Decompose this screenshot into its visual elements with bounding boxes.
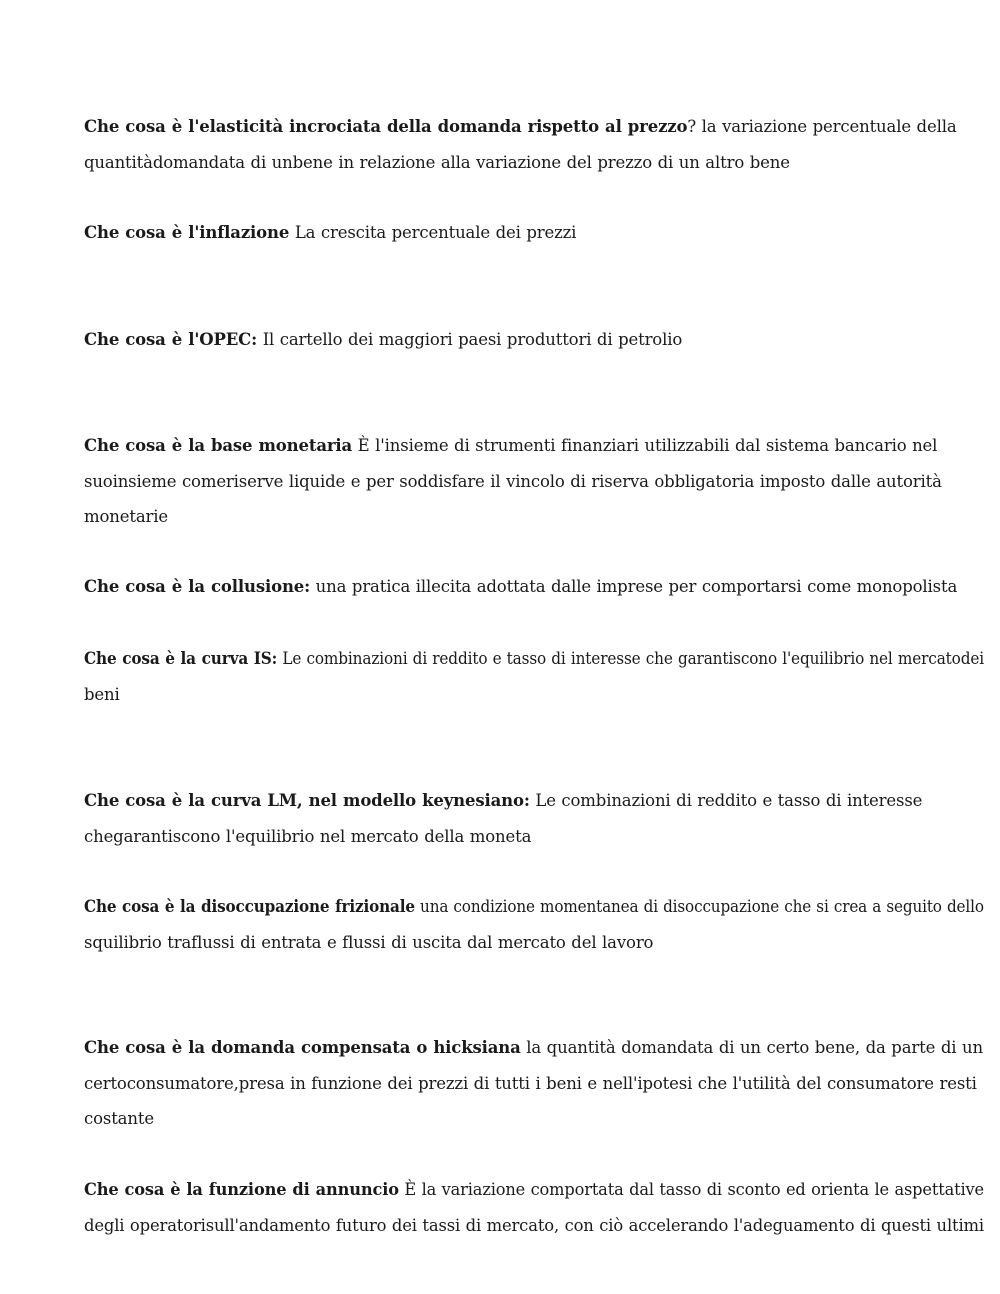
entry-answer-line: squilibrio traflussi di entrata e flussi di uscita dal mercato del lavoro <box>84 932 654 952</box>
entry-curva-is <box>84 641 985 712</box>
entry-collusione <box>84 569 968 605</box>
entry-line <box>84 1030 983 1066</box>
entry-question: Che cosa è l'elasticità incrociata della domanda rispetto al prezzo <box>84 117 688 136</box>
entry-answer: Il cartello dei maggiori paesi produttori di petrolio <box>257 330 683 349</box>
entry-line <box>84 641 985 677</box>
entry-base-monetaria <box>84 428 968 535</box>
entry-question: Che cosa è la collusione: <box>84 577 311 596</box>
entry-answer: la quantità domandata di un certo bene, da parte di un <box>520 1038 983 1057</box>
entry-line <box>84 569 968 605</box>
entry-question: Che cosa è l'OPEC: <box>84 330 258 349</box>
entry-answer: una pratica illecita adottata dalle imprese per comportarsi come monopolista <box>310 577 958 596</box>
entry-line <box>84 783 968 819</box>
entry-line <box>84 322 968 358</box>
entry-question: Che cosa è la base monetaria <box>84 436 353 455</box>
entry-domanda-compensata <box>84 1030 983 1137</box>
entry-question: Che cosa è la funzione di annuncio <box>84 1180 399 1199</box>
entry-curva-lm <box>84 783 968 854</box>
entry-elasticita-incrociata <box>84 109 968 180</box>
entry-line <box>84 1172 984 1208</box>
entry-answer: ? la variazione percentuale della <box>687 117 957 136</box>
entry-line <box>84 215 968 251</box>
entry-answer: È la variazione comportata dal tasso di sconto ed orienta le aspettative <box>398 1180 984 1199</box>
entry-question: Che cosa è la curva IS: <box>84 649 278 668</box>
entry-disoccupazione-frizionale <box>84 889 984 960</box>
entry-answer: La crescita percentuale dei prezzi <box>289 223 577 242</box>
entry-question: Che cosa è la domanda compensata o hicksiana <box>84 1038 521 1057</box>
entry-answer-line: monetarie <box>84 507 169 526</box>
entry-answer: Le combinazioni di reddito e tasso di interesse <box>529 791 923 810</box>
entry-inflazione <box>84 215 968 251</box>
entry-answer-line: certoconsumatore,presa in funzione dei prezzi di tutti i beni e nell'ipotesi che l'utilità del consumatore resti <box>84 1073 977 1093</box>
entry-question: Che cosa è la curva LM, nel modello keynesiano: <box>84 791 530 810</box>
entry-answer-line: quantitàdomandata di unbene in relazione alla variazione del prezzo di un altro bene <box>84 152 790 172</box>
entry-question: Che cosa è l'inflazione <box>84 223 290 242</box>
entry-answer-line: costante <box>84 1109 154 1128</box>
entry-answer-line: suoinsieme comeriserve liquide e per soddisfare il vincolo di riserva obbligatoria imposto dalle autorità <box>84 471 942 491</box>
entry-answer-line: degli operatorisull'andamento futuro dei tassi di mercato, con ciò accelerando l'adeguamento di questi ultimi <box>84 1215 985 1235</box>
entry-answer-line: beni <box>84 684 120 704</box>
entry-question: Che cosa è la disoccupazione frizionale <box>84 897 415 916</box>
entry-answer: È l'insieme di strumenti finanziari utilizzabili dal sistema bancario nel <box>352 436 938 455</box>
entry-line <box>84 109 968 145</box>
entry-answer: Le combinazioni di reddito e tasso di interesse che garantiscono l'equilibrio nel mercatodei <box>277 649 985 668</box>
entry-line <box>84 889 984 925</box>
entry-line <box>84 428 968 464</box>
entry-opec <box>84 322 968 358</box>
entry-answer: una condizione momentanea di disoccupazione che si crea a seguito dello <box>414 897 984 916</box>
entry-funzione-annuncio <box>84 1172 985 1243</box>
entry-answer-line: chegarantiscono l'equilibrio nel mercato della moneta <box>84 826 532 846</box>
